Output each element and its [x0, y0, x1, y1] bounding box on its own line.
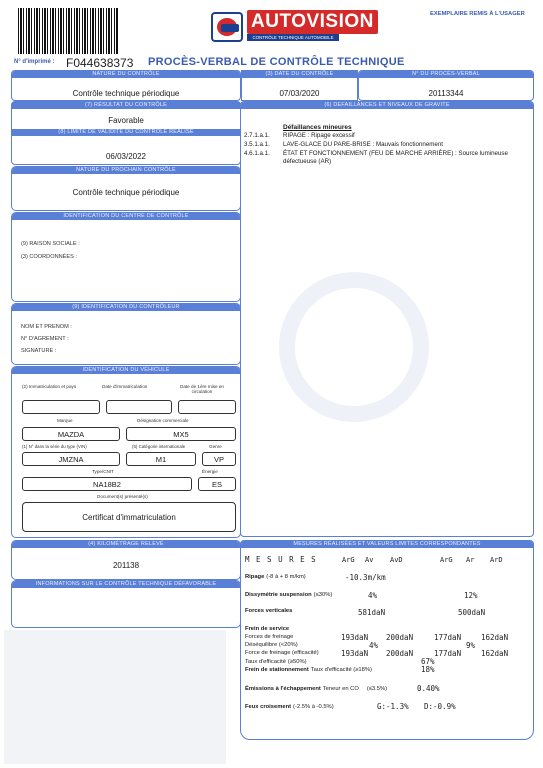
fe-value: 162daN — [481, 649, 509, 658]
deseq-av: 4% — [369, 641, 379, 650]
mesures-title: M E S U R E S — [245, 555, 317, 564]
barcode — [18, 8, 118, 54]
nature-header: NATURE DU CONTRÔLE — [12, 71, 240, 78]
ff-value: 200daN — [386, 633, 414, 642]
date-immat-field — [106, 400, 172, 414]
panel-mesures — [240, 540, 534, 740]
defaillances-title: Défaillances mineures — [283, 124, 352, 131]
pv-header: N° DU PROCÈS-VERBAL — [359, 71, 533, 78]
date-header: (3) DATE DU CONTRÔLE — [242, 71, 357, 78]
panel-controleur — [11, 303, 241, 365]
co-name: Teneur en CO — [322, 686, 359, 692]
forces-av: 581daN — [358, 608, 386, 617]
col-header: ArG — [342, 556, 355, 564]
validite-value: 06/03/2022 — [105, 152, 147, 161]
imprime-value: F044638373 — [66, 56, 134, 70]
taux-stat-value: 18% — [421, 665, 435, 674]
taux-stat-name: Taux d'efficacité (≥18%) — [310, 667, 372, 673]
dissym-name: Dissymétrie suspension — [245, 592, 312, 598]
frein-service-label: Frein de service — [245, 626, 290, 632]
type-field: NA18B2 — [22, 477, 192, 491]
feux-name: Feux croisement — [245, 704, 292, 710]
forces-label: Forces verticales — [245, 608, 293, 614]
controleur-header: (9) IDENTIFICATION DU CONTRÔLEUR — [12, 304, 240, 311]
feux-range: (-2.5% à -0.5%) — [293, 704, 334, 710]
mesures-header: MESURES RÉALISÉES ET VALEURS LIMITES CORRESPONDANTES — [241, 541, 533, 548]
immat-label: (2) Immatriculation et pays — [22, 384, 77, 389]
co-range: (≤3.5%) — [366, 686, 388, 692]
raison-sociale-label: (9) RAISON SOCIALE : — [21, 241, 80, 247]
defaillance-item — [244, 141, 529, 148]
defaillance-item — [244, 132, 529, 139]
col-header: AvD — [390, 556, 403, 564]
km-header: (4) KILOMÉTRAGE RELEVÉ — [12, 541, 240, 548]
docs-field: Certificat d'immatriculation — [22, 502, 236, 532]
defaillance-text: LAVE-GLACE DU PARE-BRISE : Mauvais fonctionnement — [283, 141, 444, 148]
energie-field: ES — [198, 477, 236, 491]
copy-label: EXEMPLAIRE REMIS À L'USAGER — [430, 11, 525, 17]
vin-label: (1) N° dans la série du type (VIN) — [22, 444, 87, 449]
vehicule-header: IDENTIFICATION DU VÉHICULE — [12, 367, 240, 374]
taux-name: Taux d'efficacité — [245, 659, 286, 665]
coordonnees-label: (3) COORDONNÉES : — [21, 254, 77, 260]
agrement-label: N° D'AGREMENT : — [21, 336, 69, 342]
date-1ere-label: Date de 1ère mise en circulation — [180, 384, 224, 394]
panel-kilometrage — [11, 540, 241, 580]
frein-stat-name: Frein de stationnement — [245, 667, 309, 673]
panel-info-defavorable — [11, 580, 241, 628]
frein-stat-label — [245, 666, 372, 673]
immat-field — [22, 400, 100, 414]
desig-field: MX5 — [126, 427, 236, 441]
nom-label: NOM ET PRENOM : — [21, 324, 72, 330]
ripage-label — [245, 573, 306, 580]
logo-text: AUTOVISION — [247, 10, 378, 34]
emissions-label — [245, 685, 387, 692]
taux-label — [245, 658, 307, 665]
col-header: Av — [365, 556, 374, 564]
docs-label: Document(s) présenté(s) — [97, 494, 148, 499]
document-title: PROCÈS-VERBAL DE CONTRÔLE TECHNIQUE — [148, 56, 405, 68]
logo-emblem-icon — [211, 12, 243, 42]
km-value: 201138 — [112, 561, 140, 570]
dissym-av: 4% — [368, 591, 378, 600]
desequilibre-label: Déséquilibre (<20%) — [245, 642, 298, 648]
panel-defaillances — [240, 101, 534, 537]
feux-g: G:-1.3% — [377, 702, 409, 711]
defaillance-code: 4.6.1.a.1. — [244, 150, 270, 157]
ripage-range: (-8 à + 8 m/km) — [266, 574, 306, 580]
force-eff-label: Force de freinage (efficacité) — [245, 650, 319, 656]
panel-centre — [11, 212, 241, 302]
forces-freinage-label: Forces de freinage — [245, 634, 294, 640]
desig-label: Désignation commerciale — [137, 418, 189, 423]
taux-range: (≥50%) — [287, 659, 307, 665]
date-immat-label: Date d'immatriculation — [102, 384, 148, 389]
defaillance-code: 3.5.1.a.1. — [244, 141, 270, 148]
defaillance-text: ÉTAT ET FONCTIONNEMENT (FEU DE MARCHE ARRIÈRE) : Source lumineuse défectueuse (AR) — [283, 150, 508, 165]
feux-d: D:-0.9% — [424, 702, 456, 711]
panel-prochain — [11, 166, 241, 211]
logo-subtitle: CONTRÔLE TECHNIQUE AUTOMOBILE — [247, 34, 339, 41]
pv-value: 20113344 — [428, 89, 464, 98]
defaillance-code: 2.7.1.a.1. — [244, 132, 270, 139]
centre-header: IDENTIFICATION DU CENTRE DE CONTRÔLE — [12, 213, 240, 220]
nature-value: Contrôle technique périodique — [72, 89, 180, 98]
energie-label: Énergie — [202, 469, 218, 474]
defaillance-item — [244, 150, 529, 166]
type-label: Type/CNIT — [92, 469, 114, 474]
genre-label: Genre — [209, 444, 222, 449]
ff-value: 162daN — [481, 633, 509, 642]
marque-field: MAZDA — [22, 427, 120, 441]
dissym-label — [245, 591, 332, 598]
vin-field: JMZNA — [22, 452, 120, 466]
cat-label: (5) Catégorie internationale — [132, 444, 186, 449]
validite-header: (8) LIMITE DE VALIDITÉ DU CONTRÔLE RÉALISÉ — [12, 129, 240, 136]
fe-value: 177daN — [434, 649, 462, 658]
autovision-logo — [211, 10, 374, 44]
dissym-ar: 12% — [464, 591, 478, 600]
col-header: ArD — [490, 556, 503, 564]
cat-field: M1 — [126, 452, 196, 466]
prochain-header: NATURE DU PROCHAIN CONTRÔLE — [12, 167, 240, 174]
panel-date — [241, 70, 358, 101]
ff-value: 177daN — [434, 633, 462, 642]
genre-field: VP — [202, 452, 236, 466]
forces-ar: 500daN — [458, 608, 486, 617]
marque-label: Marque — [57, 418, 73, 423]
panel-resultat — [11, 101, 241, 165]
taux-value: 67% — [421, 657, 435, 666]
emissions-name: Émissions à l'échappement — [245, 686, 321, 692]
feux-label — [245, 703, 334, 710]
col-header: Ar — [466, 556, 475, 564]
dissym-range: (≤30%) — [313, 592, 333, 598]
panel-nature — [11, 70, 241, 101]
watermark-seal — [279, 272, 429, 422]
ff-value: 193daN — [341, 633, 369, 642]
fe-value: 200daN — [386, 649, 414, 658]
panel-pv — [358, 70, 534, 101]
panel-vehicule — [11, 366, 241, 538]
date-1ere-field — [178, 400, 236, 414]
co-value: 0.40% — [417, 684, 440, 693]
resultat-value: Favorable — [108, 116, 144, 125]
prochain-value: Contrôle technique périodique — [72, 188, 180, 197]
col-header: ArG — [440, 556, 453, 564]
imprime-label: N° d'imprimé : — [14, 59, 55, 65]
defaillance-text: RIPAGE : Ripage excessif — [283, 132, 355, 139]
deseq-ar: 9% — [466, 641, 476, 650]
redacted-area — [4, 630, 226, 764]
resultat-header: (7) RÉSULTAT DU CONTRÔLE — [12, 102, 240, 109]
fe-value: 193daN — [341, 649, 369, 658]
defaillances-header: (6) DÉFAILLANCES ET NIVEAUX DE GRAVITÉ — [241, 102, 533, 109]
ripage-name: Ripage — [245, 574, 265, 580]
ripage-value: -10.3m/km — [345, 573, 386, 582]
signature-label: SIGNATURE : — [21, 348, 57, 354]
date-value: 07/03/2020 — [279, 89, 320, 98]
info-header: INFORMATIONS SUR LE CONTRÔLE TECHNIQUE DÉFAVORABLE — [12, 581, 240, 588]
